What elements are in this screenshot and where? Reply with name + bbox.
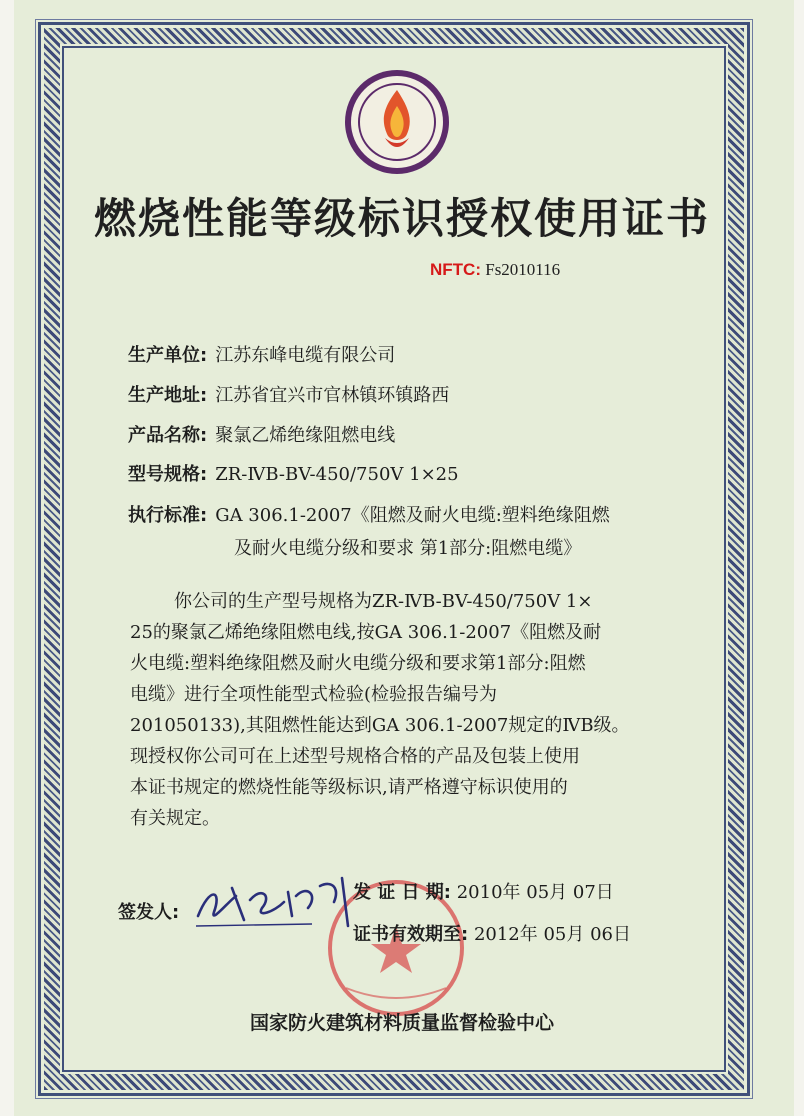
paragraph-line: 火电缆:塑料绝缘阻燃及耐火电缆分级和要求第1部分:阻燃	[130, 653, 586, 674]
paragraph-line: 201050133),其阻燃性能达到GA 306.1-2007规定的ⅣB级。	[130, 715, 630, 736]
valid-until-value: 2012年 05月 06日	[473, 924, 631, 945]
field-product-value: 聚氯乙烯绝缘阻燃电线	[215, 425, 396, 446]
handwritten-signature	[192, 866, 372, 936]
field-model	[128, 462, 459, 488]
certificate-number-value: Fs2010116	[485, 260, 561, 279]
paragraph-line: 有关规定。	[130, 808, 220, 829]
paragraph-line: 本证书规定的燃烧性能等级标识,请严格遵守标识使用的	[130, 777, 568, 798]
issue-date	[353, 878, 614, 904]
issuing-authority: 国家防火建筑材料质量监督检验中心	[249, 1012, 554, 1034]
field-product	[128, 423, 395, 449]
field-model-label: 型号规格:	[128, 464, 208, 485]
valid-until	[353, 920, 631, 946]
field-manufacturer-label: 生产单位:	[128, 345, 208, 366]
field-standard	[128, 503, 610, 529]
field-address	[128, 383, 449, 409]
issue-date-label: 发 证 日 期:	[353, 882, 451, 903]
fire-seal-emblem-icon	[343, 68, 451, 176]
signer-label: 签发人:	[118, 902, 180, 923]
field-standard-value-line1: GA 306.1-2007《阻燃及耐火电缆:塑料绝缘阻燃	[215, 505, 610, 526]
field-standard-label: 执行标准:	[128, 505, 208, 526]
field-manufacturer-value: 江苏东峰电缆有限公司	[215, 345, 396, 366]
paragraph-line: 现授权你公司可在上述型号规格合格的产品及包装上使用	[130, 746, 580, 767]
certificate-number	[430, 260, 560, 280]
certificate-title: 燃烧性能等级标识授权使用证书	[93, 194, 710, 243]
issue-date-value: 2010年 05月 07日	[456, 882, 614, 903]
paragraph-line: 25的聚氯乙烯绝缘阻燃电线,按GA 306.1-2007《阻燃及耐	[130, 622, 602, 643]
field-address-label: 生产地址:	[128, 385, 208, 406]
paragraph-line: 电缆》进行全项性能型式检验(检验报告编号为	[130, 684, 498, 705]
certificate-number-label: NFTC:	[430, 260, 481, 279]
paragraph-line: 你公司的生产型号规格为ZR-ⅣB-BV-450/750V 1×	[174, 591, 593, 612]
authorization-paragraph	[130, 586, 658, 834]
field-product-label: 产品名称:	[128, 425, 208, 446]
valid-until-label: 证书有效期至:	[353, 924, 469, 945]
field-model-value: ZR-ⅣB-BV-450/750V 1×25	[215, 464, 459, 485]
field-address-value: 江苏省宜兴市官林镇环镇路西	[215, 385, 450, 406]
field-manufacturer	[128, 343, 395, 369]
field-standard-value-line2: 及耐火电缆分级和要求 第1部分:阻燃电缆》	[234, 538, 582, 559]
